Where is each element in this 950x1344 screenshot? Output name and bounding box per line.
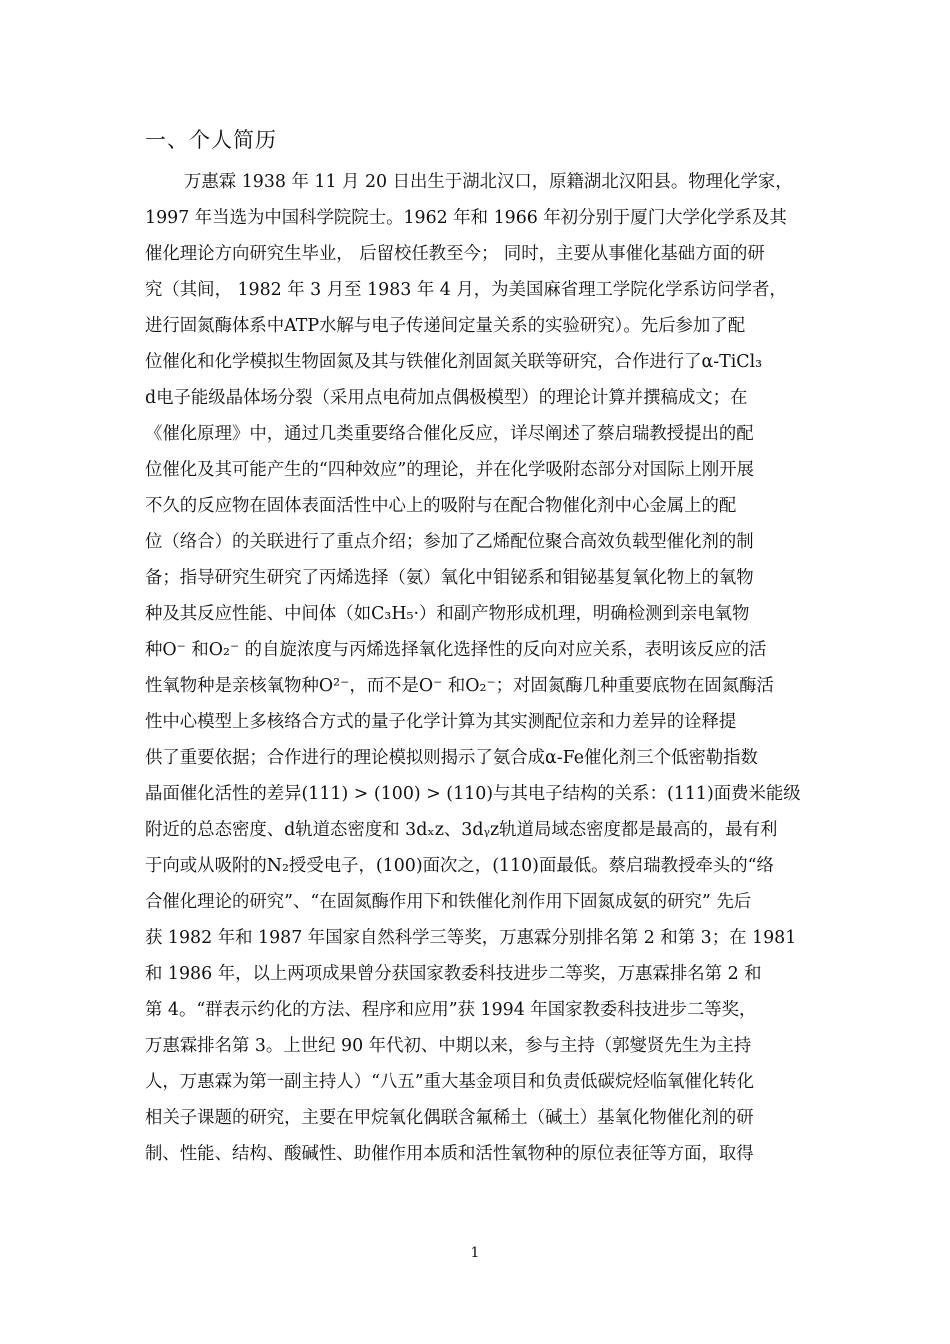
paragraph-line: 第 4。“群表示约化的方法、程序和应用”获 1994 年国家教委科技进步二等奖， bbox=[145, 1000, 757, 1020]
paragraph-line: 1997 年当选为中国科学院院士。1962 年和 1966 年初分别于厦门大学化学系及其 bbox=[145, 208, 787, 228]
paragraph-line: 备；指导研究生研究了丙烯选择（氨）氧化中钼铋系和钼铋基复氧化物上的氧物 bbox=[145, 568, 754, 588]
paragraph-line: 进行固氮酶体系中ATP水解与电子传递间定量关系的实验研究）。先后参加了配 bbox=[145, 316, 746, 336]
paragraph-line: 究（其间， 1982 年 3 月至 1983 年 4 月，为美国麻省理工学院化学系访问学者， bbox=[145, 280, 787, 300]
paragraph-line: 位（络合）的关联进行了重点介绍；参加了乙烯配位聚合高效负载型催化剂的制 bbox=[145, 532, 754, 552]
page-number: 1 bbox=[470, 1245, 480, 1261]
paragraph-line: 晶面催化活性的差异(111) > (100) > (110)与其电子结构的关系：(111)面费米能级 bbox=[145, 784, 801, 804]
paragraph-line: 不久的反应物在固体表面活性中心上的吸附与在配合物催化剂中心金属上的配 bbox=[145, 496, 737, 516]
paragraph-line: 性中心模型上多核络合方式的量子化学计算为其实测配位亲和力差异的诠释提 bbox=[145, 712, 737, 732]
paragraph-line: 相关子课题的研究，主要在甲烷氧化偶联含氟稀土（碱土）基氧化物催化剂的研 bbox=[145, 1108, 754, 1128]
paragraph-line: 种及其反应性能、中间体（如C₃H₅·）和副产物形成机理，明确检测到亲电氧物 bbox=[145, 604, 750, 624]
paragraph-line: 性氧物种是亲核氧物种O²⁻，而不是O⁻ 和O₂⁻；对固氮酶几种重要底物在固氮酶活 bbox=[145, 676, 774, 696]
section-heading: 一、个人简历 bbox=[145, 128, 277, 152]
paragraph-line: 于向或从吸附的N₂授受电子，(100)面次之，(110)面最低。蔡启瑞教授牵头的“络 bbox=[145, 856, 774, 876]
paragraph-line: 附近的总态密度、d轨道态密度和 3dₓz、3dᵧz轨道局域态密度都是最高的，最有利 bbox=[145, 820, 778, 840]
paragraph-line: 获 1982 年和 1987 年国家自然科学三等奖，万惠霖分别排名第 2 和第 3；在 1981 bbox=[145, 928, 797, 948]
paragraph-line: 人，万惠霖为第一副主持人）“八五”重大基金项目和负责低碳烷烃临氧催化转化 bbox=[145, 1072, 755, 1092]
paragraph-line: 和 1986 年，以上两项成果曾分获国家教委科技进步二等奖，万惠霖排名第 2 和 bbox=[145, 964, 762, 984]
paragraph-line: 万惠霖排名第 3。上世纪 90 年代初、中期以来，参与主持（郭燮贤先生为主持 bbox=[145, 1036, 752, 1056]
paragraph-line: 供了重要依据；合作进行的理论模拟则揭示了氨合成α-Fe催化剂三个低密勒指数 bbox=[145, 748, 758, 768]
paragraph-line: 位催化及其可能产生的“四种效应”的理论，并在化学吸附态部分对国际上刚开展 bbox=[145, 460, 755, 480]
paragraph-line: 种O⁻ 和O₂⁻ 的自旋浓度与丙烯选择氧化选择性的反向对应关系，表明该反应的活 bbox=[145, 640, 767, 660]
paragraph-line: 催化理论方向研究生毕业， 后留校任教至今； 同时，主要从事催化基础方面的研 bbox=[145, 244, 765, 264]
paragraph-line: 合催化理论的研究”、“在固氮酶作用下和铁催化剂作用下固氮成氨的研究” 先后 bbox=[145, 892, 752, 912]
paragraph-line: 制、性能、结构、酸碱性、助催作用本质和活性氧物种的原位表征等方面，取得 bbox=[145, 1144, 754, 1164]
paragraph-line: 《催化原理》中，通过几类重要络合催化反应，详尽阐述了蔡启瑞教授提出的配 bbox=[145, 424, 754, 444]
paragraph-line: 位催化和化学模拟生物固氮及其与铁催化剂固氮关联等研究，合作进行了α-TiCl₃ bbox=[145, 352, 763, 372]
paragraph-line: d电子能级晶体场分裂（采用点电荷加点偶极模型）的理论计算并撰稿成文；在 bbox=[145, 388, 748, 408]
paragraph-line: 万惠霖 1938 年 11 月 20 日出生于湖北汉口，原籍湖北汉阳县。物理化学家， bbox=[184, 172, 793, 192]
